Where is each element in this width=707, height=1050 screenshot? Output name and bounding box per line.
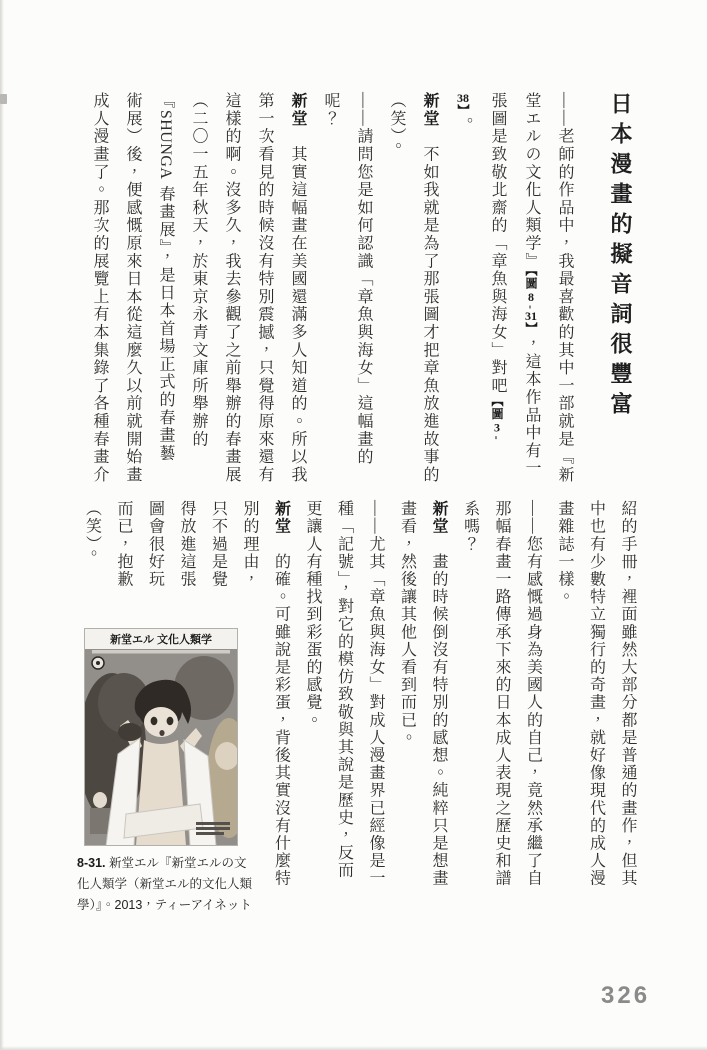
text-column: 中也有少數特立獨行的奇畫，就好像現代的成人漫 (587, 500, 605, 888)
text-column: 種「記號」，對它的模仿致敬與其說是歷史，反而 (335, 500, 353, 880)
figure-caption-line: 學）』。2013，ティーアイネット (77, 898, 252, 912)
text-column: 新堂 其實這幅畫在美國還滿多人知道的。所以我 (289, 92, 306, 484)
scan-speck (0, 94, 7, 104)
text-column: （二〇一五年秋天，於東京永青文庫所舉辦的 (190, 92, 207, 448)
text-column: 那幅春畫一路傳承下來的日本成人表現之歷史和譜 (493, 500, 510, 888)
text-column: ——尤其「章魚與海女」對成人漫畫界已經像是一 (367, 500, 384, 888)
text-column: 新堂 不如我就是為了那張圖才把章魚放進故事的 (421, 92, 438, 484)
text-column: 這樣的啊。沒多久，我去參觀了之前舉辦的春畫展 (223, 92, 240, 484)
text-column: 張圖是致敬北齋的「章魚與海女」對吧【圖3- (489, 92, 506, 441)
text-column: 術展）後，便感慨原來日本從這麼久以前就開始畫 (124, 92, 141, 484)
page-number: 326 (601, 982, 651, 1009)
text-column: 而已，抱歉 (115, 500, 132, 588)
figure-8-31 (84, 628, 238, 846)
text-column: 新堂 的確。可雖說是彩蛋，背後其實沒有什麼特 (272, 500, 290, 888)
figure-cover-art (84, 628, 238, 846)
figure-caption (77, 853, 257, 916)
figure-caption-line: 8-31. 新堂エル『新堂エルの文 (77, 856, 247, 870)
figure-cover-title: 新堂エル 文化人類学 (109, 634, 213, 646)
text-column: 更讓人有種找到彩蛋的感覺。 (304, 500, 321, 729)
text-column: ——老師的作品中，我最喜歡的其中一部就是『新 (556, 92, 573, 484)
text-column: 38】。 (455, 92, 472, 135)
text-column: 圖會很好玩 (146, 500, 164, 588)
figure-caption-line: 化人類学（新堂エル的文化人類 (77, 877, 253, 891)
text-column: （笑）。 (388, 92, 405, 156)
top-text-block (83, 92, 643, 498)
text-column: 第一次看見的時候沒有特別震撼，只覺得原來還有 (256, 92, 273, 484)
text-column: 別的理由， (241, 500, 258, 588)
text-column: 呢？ (322, 92, 339, 128)
text-column: 『SHUNGA 春畫展』，是日本首場正式的春畫藝 (157, 92, 174, 463)
text-column: 新堂 畫的時候倒沒有特別的感想。純粹只是想畫 (430, 500, 447, 888)
text-column: 成人漫畫了。那次的展覽上有本集錄了各種春畫介 (91, 92, 108, 484)
text-column: 只不過是覺 (209, 500, 227, 588)
text-column: ——請問您是如何認識「章魚與海女」這幅畫的 (355, 92, 372, 466)
text-column: 系嗎？ (461, 500, 479, 553)
text-column: 紹的手冊，裡面雖然大部分都是普通的畫作，但其 (619, 500, 636, 888)
text-column: 堂エルの文化人類学』【圖8-31】，這本作品中有一 (523, 92, 540, 478)
text-column: 畫雜誌一樣。 (556, 500, 573, 606)
text-column: ——您有感慨過身為美國人的自己，竟然承繼了自 (524, 500, 542, 888)
text-column: 畫看，然後讓其他人看到而已。 (398, 500, 416, 747)
text-column: 得放進這張 (178, 500, 195, 588)
section-heading: 日本漫畫的擬音詞很豐富 (608, 92, 633, 422)
text-column: （笑）。 (83, 500, 101, 563)
